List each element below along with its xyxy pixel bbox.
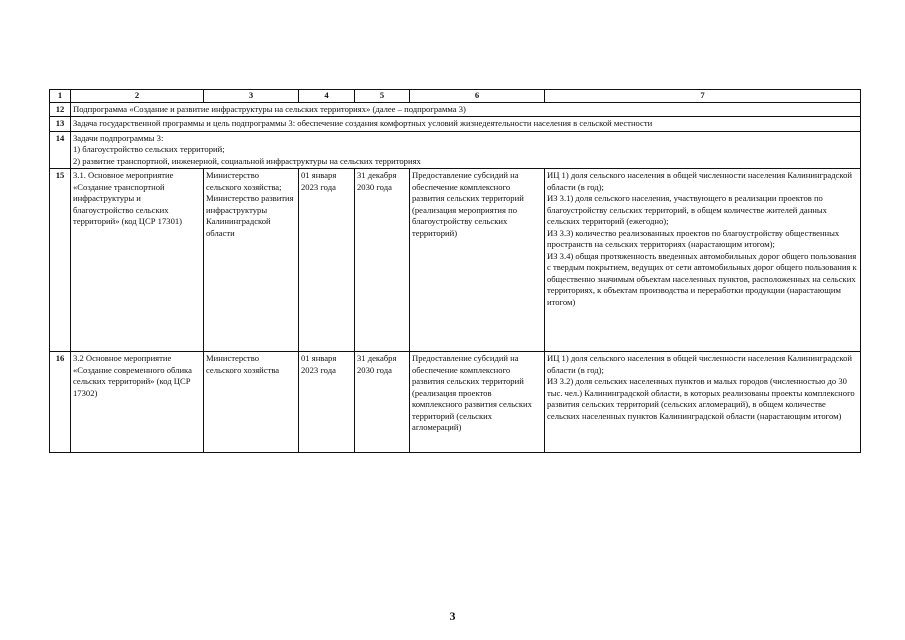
- page-number: 3: [449, 609, 456, 623]
- task-item: 1) благоустройство сельских территорий;: [73, 144, 225, 154]
- program-task-and-goal: Задача государственной программы и цель подпрограммы 3: обеспечение создания комфортных условий жизнедеятельности населения в сельской местности: [71, 117, 861, 132]
- table-header-row: [50, 90, 861, 103]
- indicator-item: ИЗ 3.2) доля сельских населенных пунктов и малых городов (численностью до 30 тыс. чел.) Калининградской области, в которых реализованы проекты комплексного развития сельских территорий (сельских агломераций), в общем количестве сельских населенных пунктов Калининградской области (нарастающим итогом): [547, 376, 855, 421]
- indicator-item: ИЦ 1) доля сельского населения в общей численности населения Калининградской области (в год);: [547, 353, 853, 375]
- end-date: 31 декабря 2030 года: [355, 169, 410, 352]
- row-number: 16: [50, 352, 71, 453]
- task-item: 2) развитие транспортной, инженерной, социальной инфраструктуры на сельских территориях: [73, 155, 421, 166]
- tasks-heading: Задачи подпрограммы 3:: [73, 132, 164, 143]
- table-row-12: [50, 102, 861, 117]
- table-row-14: [50, 131, 861, 169]
- header-col-6: 6: [410, 90, 545, 103]
- header-col-5: 5: [355, 90, 410, 103]
- activity-name: 3.2 Основное мероприятие «Создание современного облика сельских территорий» (код ЦСР 17302): [71, 352, 204, 453]
- indicator-item: ИЦ 1) доля сельского населения в общей численности населения Калининградской области (в год);: [547, 170, 853, 192]
- end-date: 31 декабря 2030 года: [355, 352, 410, 453]
- row-number: 14: [50, 131, 71, 169]
- subprogram-tasks: [71, 131, 861, 169]
- start-date: 01 января 2023 года: [299, 169, 355, 352]
- header-col-1: 1: [50, 90, 71, 103]
- header-col-4: 4: [299, 90, 355, 103]
- activity-name: 3.1. Основное мероприятие «Создание транспортной инфраструктуры и благоустройство сельских территорий» (код ЦСР 17301): [71, 169, 204, 352]
- row-number: 13: [50, 117, 71, 132]
- indicator-item: ИЗ 3.1) доля сельского населения, участвующего в реализации проектов по благоустройству сельских территорий, в общем количестве жителей данных сельских территорий (ежегодно);: [547, 193, 827, 226]
- table-row-13: [50, 117, 861, 132]
- row-number: 15: [50, 169, 71, 352]
- program-table: [49, 89, 861, 453]
- header-col-7: 7: [545, 90, 861, 103]
- indicators: [545, 352, 861, 453]
- indicator-item: ИЗ 3.3) количество реализованных проектов по благоустройству общественных пространств на сельских территориях (нарастающим итогом);: [547, 227, 840, 249]
- row-number: 12: [50, 102, 71, 117]
- header-col-3: 3: [204, 90, 299, 103]
- start-date: 01 января 2023 года: [299, 352, 355, 453]
- table-row-16: [50, 352, 861, 453]
- responsible-executor: Министерство сельского хозяйства: [204, 352, 299, 453]
- activity-description: Предоставление субсидий на обеспечение комплексного развития сельских территорий (реализация проектов комплексного развития сельских территорий (сельских агломераций): [410, 352, 545, 453]
- responsible-executor: Министерство сельского хозяйства; Министерство развития инфраструктуры Калининградской области: [204, 169, 299, 352]
- indicators: [545, 169, 861, 352]
- header-col-2: 2: [71, 90, 204, 103]
- table-row-15: [50, 169, 861, 352]
- indicator-item: ИЗ 3.4) общая протяженность введенных автомобильных дорог общего пользования с твердым покрытием, ведущих от сети автомобильных дорог общего пользования к общественно значимым объектам населенных пунктов, расположенных на сельских территориях, к объектам производства и переработки продукции (нарастающим итогом): [547, 250, 857, 307]
- activity-description: Предоставление субсидий на обеспечение комплексного развития сельских территорий (реализация мероприятия по благоустройству сельских территорий): [410, 169, 545, 352]
- subprogram-title: Подпрограмма «Создание и развитие инфраструктуры на сельских территориях» (далее – подпрограмма 3): [71, 102, 861, 117]
